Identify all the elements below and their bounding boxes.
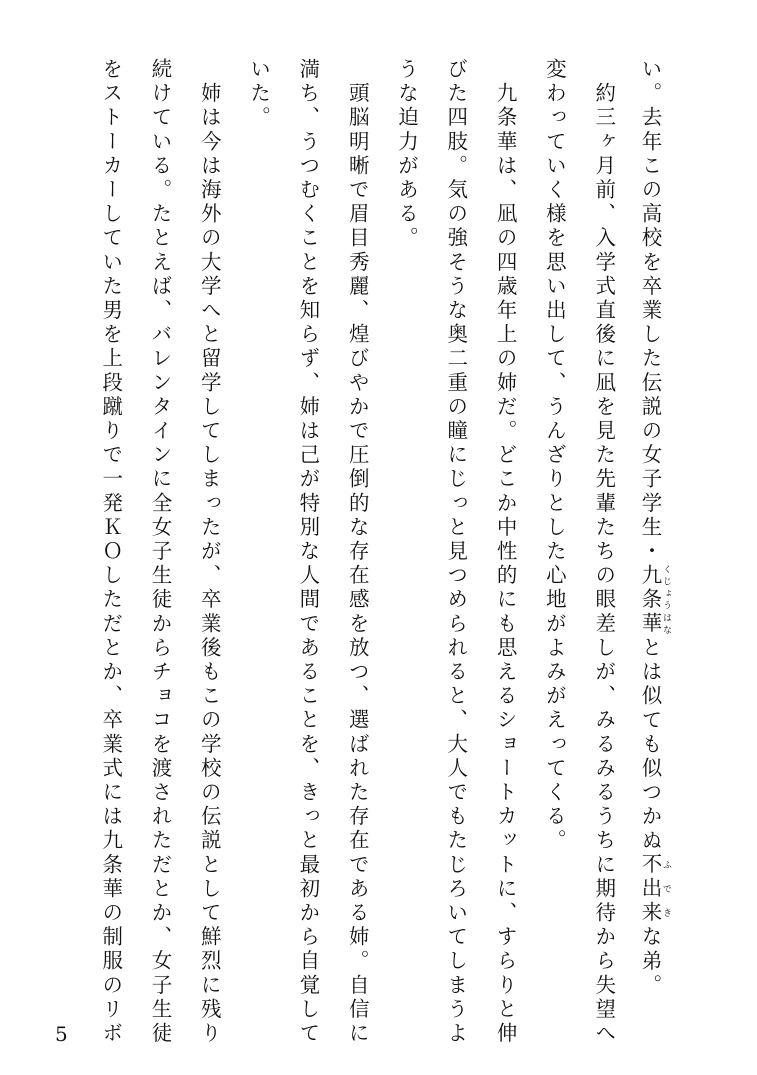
text-segment: な弟。 [638,925,662,998]
ruby-base: 不出来 [638,853,662,926]
ruby-word [638,853,671,926]
text-line [635,58,671,998]
vertical-text-body [40,50,730,1047]
text-line [93,58,129,1047]
text-segment: 満ち、うつむくことを知らず、姉は己が特別な人間であることを、きっと最初から自覚して [295,58,320,1047]
ruby-base: 九条華 [638,564,662,637]
text-segment: をストーカーしていた男を上段蹴りで一発ＫＯしただとか、卒業式には九条華の制服のリボ [98,58,123,1047]
text-line [191,58,227,1047]
page-number: 5 [55,1022,68,1046]
text-line [339,58,375,1047]
ruby-word [638,564,671,637]
text-segment: い。去年この高校を卒業した伝説の女子学生・ [638,58,662,565]
ruby-reading: くじょうはな [661,564,671,637]
ruby-reading: ふでき [661,853,671,926]
text-segment: びた四肢。気の強そうな奥二重の瞳にじっと見つめられると、大人でもたじろいてしまうよ [443,58,468,1047]
text-segment: 九条華は、凪の四歳年上の姉だ。どこか中性的にも思えるショートカットに、すらりと伸 [493,58,518,1047]
text-line [487,58,523,1047]
text-line [438,58,474,1047]
text-line [536,58,572,988]
text-line [290,58,326,1047]
text-segment: いた。 [246,58,271,131]
text-line [142,58,178,1047]
text-segment: 頭脳明晰で眉目秀麗、煌びやかで圧倒的な存在感を放つ、選ばれた存在である姉。自信に [345,58,370,1047]
text-line [241,58,277,988]
text-segment: 約三ヶ月前、入学式直後に凪を見た先輩たちの眼差しが、みるみるうちに期待から失望へ [591,58,616,1047]
text-segment: 姉は今は海外の大学へと留学してしまったが、卒業後もこの学校の伝説として鮮烈に残り [197,58,222,1047]
text-segment: うな迫力がある。 [394,58,419,251]
text-segment: 続けている。たとえば、バレンタインに全女子生徒からチョコを渡されただとか、女子生徒 [148,58,172,1047]
text-segment: 変わっていく様を思い出して、うんざりとした心地がよみがえってくる。 [542,58,567,854]
text-line [389,58,425,988]
text-line [586,58,622,1047]
text-segment: とは似ても似つかぬ [638,636,662,854]
